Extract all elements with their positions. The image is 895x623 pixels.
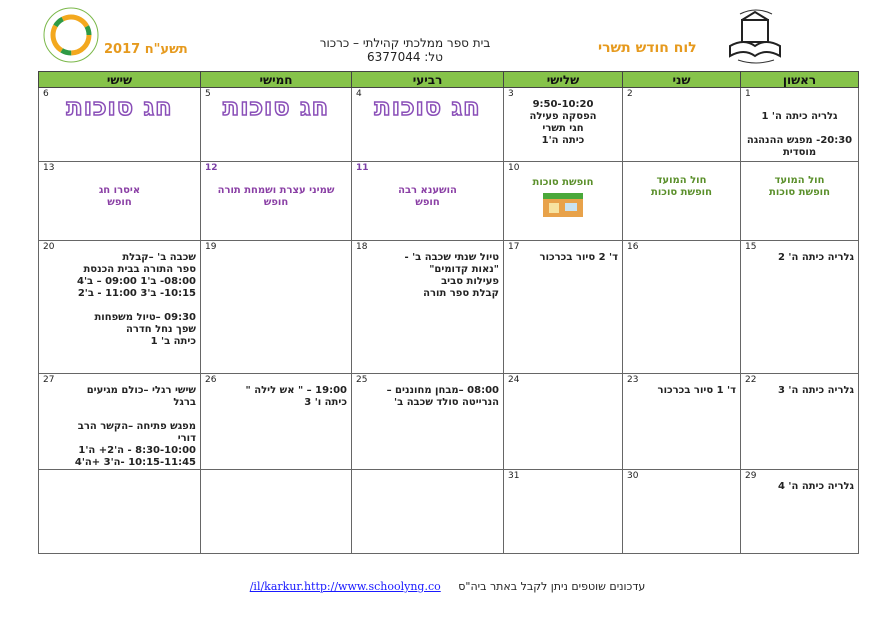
day-number: 20: [43, 242, 55, 252]
school-website-link[interactable]: /il/karkur.http://www.schoolyng.co: [249, 580, 441, 593]
day-number: [205, 470, 347, 471]
day-cell[interactable]: [623, 162, 741, 241]
event-line: ד' 1 סיור בכרכור: [657, 385, 736, 396]
weekday-header: שלישי: [504, 72, 623, 88]
day-cell[interactable]: [201, 374, 352, 470]
event-line: שמיני עצרת ושמחת תורה: [217, 185, 335, 196]
day-cell[interactable]: [623, 470, 741, 554]
weekday-header: שני: [623, 72, 741, 88]
event-line: חול המועד: [774, 175, 825, 186]
day-cell[interactable]: [39, 241, 201, 374]
event-line: [43, 409, 196, 421]
day-cell[interactable]: [201, 241, 352, 374]
day-cell[interactable]: [741, 470, 859, 554]
event-line: כיתה ו' 3: [304, 397, 347, 408]
footer-text: עדכונים שוטפים ניתן לקבל באתר ביה"ס: [458, 580, 646, 593]
event-line: גלריה כיתה ה' 2: [777, 252, 854, 263]
day-number: 23: [627, 375, 639, 385]
event-line: "נאות קדומים": [429, 264, 499, 275]
event-line: חופשת סוכות: [769, 187, 830, 198]
day-number: 13: [43, 163, 55, 173]
weekday-header: ראשון: [741, 72, 859, 88]
day-number: 29: [745, 471, 757, 481]
event-line: חגי תשרי: [542, 123, 584, 134]
event-line: 10:15- ב'3 11:00 - ב'2: [77, 288, 196, 299]
day-number: 5: [205, 89, 211, 99]
day-cell[interactable]: [39, 470, 201, 554]
day-cell[interactable]: [504, 162, 623, 241]
day-cell[interactable]: [39, 162, 201, 241]
sukkot-holiday-banner: חג סוכות: [374, 93, 481, 121]
event-line: [745, 123, 854, 135]
event-line: חופש: [263, 197, 289, 208]
day-cell[interactable]: [352, 88, 504, 162]
weekday-header: חמישי: [201, 72, 352, 88]
day-number: 11: [356, 163, 369, 173]
week-row: [39, 88, 859, 162]
event-line: הושענא רבה: [398, 185, 457, 196]
event-line: ברגל: [173, 397, 196, 408]
weekday-header: שישי: [39, 72, 201, 88]
school-name: [300, 36, 510, 64]
event-line: 8:30-10:00 - ה'2+ ה'1: [78, 445, 196, 456]
day-number: 22: [745, 375, 757, 385]
day-number: 16: [627, 242, 639, 252]
page-header: [0, 0, 895, 72]
day-number: 15: [745, 242, 757, 252]
day-number: 30: [627, 471, 639, 481]
event-line: גלריה כיתה ה' 4: [777, 481, 854, 492]
day-cell[interactable]: [201, 470, 352, 554]
year-label: תשע"ח 2017: [104, 42, 188, 57]
event-line: חופשת סוכות: [651, 187, 712, 198]
day-number: 26: [205, 375, 217, 385]
day-number: 24: [508, 375, 520, 385]
event-line: 09:30 –טיול משפחות: [94, 312, 196, 323]
school-logo-right: [720, 6, 792, 66]
school-phone: טל: 6377044: [367, 50, 443, 64]
day-cell[interactable]: [741, 162, 859, 241]
event-line: כיתה ה'1: [541, 135, 585, 146]
day-number: 4: [356, 89, 362, 99]
event-line: 08:00- ב'1 09:00 – ב'4: [76, 276, 196, 287]
event-line: איסרו חג: [98, 185, 141, 196]
sukkot-holiday-banner: חג סוכות: [66, 93, 173, 121]
day-number: 17: [508, 242, 520, 252]
event-line: 19:00 – " אש לילה ": [245, 385, 347, 396]
day-cell[interactable]: [201, 88, 352, 162]
day-cell[interactable]: [504, 470, 623, 554]
day-number: 6: [43, 89, 49, 99]
weekday-header: רביעי: [352, 72, 504, 88]
day-number: [627, 162, 736, 163]
event-line: הנרייטה סולד שכבה ב': [394, 397, 499, 408]
week-row: [39, 374, 859, 470]
day-number: 25: [356, 375, 368, 385]
day-cell[interactable]: [39, 374, 201, 470]
event-line: גלריה כיתה ה' 1: [761, 111, 838, 122]
day-cell[interactable]: [741, 374, 859, 470]
day-cell[interactable]: [623, 241, 741, 374]
week-row: [39, 470, 859, 554]
day-number: 27: [43, 375, 55, 385]
day-cell[interactable]: [352, 162, 504, 241]
event-line: טיול שנתי שכבה ב' -: [404, 252, 499, 263]
day-cell[interactable]: [39, 88, 201, 162]
event-line: 10:15-11:45 -ה'3 +ה'4: [74, 457, 196, 468]
day-cell[interactable]: [352, 470, 504, 554]
day-number: 10: [508, 163, 520, 173]
day-cell[interactable]: [352, 241, 504, 374]
school-logo-left: [42, 6, 100, 64]
event-line: ד' 2 סיור בכרכור: [539, 252, 618, 263]
event-line: חופשת סוכות: [532, 177, 594, 188]
day-number: 31: [508, 471, 520, 481]
event-line: שישי רגלי –כולם מגיעים: [86, 385, 196, 396]
school-name-line: בית ספר ממלכתי קהילתי – כרכור: [319, 36, 491, 50]
calendar-table: [38, 71, 859, 554]
day-number: 18: [356, 242, 368, 252]
event-line: גלריה כיתה ה' 3: [777, 385, 854, 396]
day-cell[interactable]: [623, 88, 741, 162]
week-row: [39, 162, 859, 241]
event-line: [43, 300, 196, 312]
day-number: [43, 470, 196, 471]
event-line: חופש: [107, 197, 132, 208]
event-line: כיתה ב' 1: [150, 336, 196, 347]
event-line: קבלת ספר תורה: [423, 288, 499, 299]
day-cell[interactable]: [741, 88, 859, 162]
event-line: שפך נחל חדרה: [126, 324, 196, 335]
day-cell[interactable]: [741, 241, 859, 374]
week-row: [39, 241, 859, 374]
day-number: 19: [205, 242, 217, 252]
event-line: 9:50-10:20: [532, 99, 594, 110]
event-line: 20:30- מפגש ההנהגה מוסדית: [746, 135, 853, 158]
day-cell[interactable]: [504, 241, 623, 374]
event-line: הפסקה פעילה: [529, 111, 597, 122]
event-line: 08:00 –מבחן מחוננים –: [386, 385, 499, 396]
day-cell[interactable]: [352, 374, 504, 470]
day-number: 3: [508, 89, 514, 99]
event-line: שכבה ב' –קבלת: [122, 252, 196, 263]
event-line: ספר התורה בבית הכנסת: [83, 264, 196, 275]
sukkot-holiday-banner: חג סוכות: [222, 93, 330, 121]
day-number: [356, 470, 499, 471]
day-number: 12: [205, 163, 218, 173]
day-cell[interactable]: [201, 162, 352, 241]
day-number: 2: [627, 89, 633, 99]
day-cell[interactable]: [504, 88, 623, 162]
event-line: פעילות סביב: [441, 276, 499, 287]
month-title: לוח חודש תשרי: [598, 40, 697, 56]
day-number: [745, 162, 854, 163]
page-footer: [0, 580, 895, 593]
event-line: דורי: [177, 433, 196, 444]
event-line: מפגש פתיחה –הקשר הרב: [77, 421, 196, 432]
day-cell[interactable]: [623, 374, 741, 470]
weekday-header-row: [39, 72, 859, 88]
day-number: 1: [745, 89, 751, 99]
sukkah-booth-icon: [541, 191, 585, 219]
day-cell[interactable]: [504, 374, 623, 470]
event-line: חול המועד: [656, 175, 707, 186]
event-line: חופש: [415, 197, 440, 208]
